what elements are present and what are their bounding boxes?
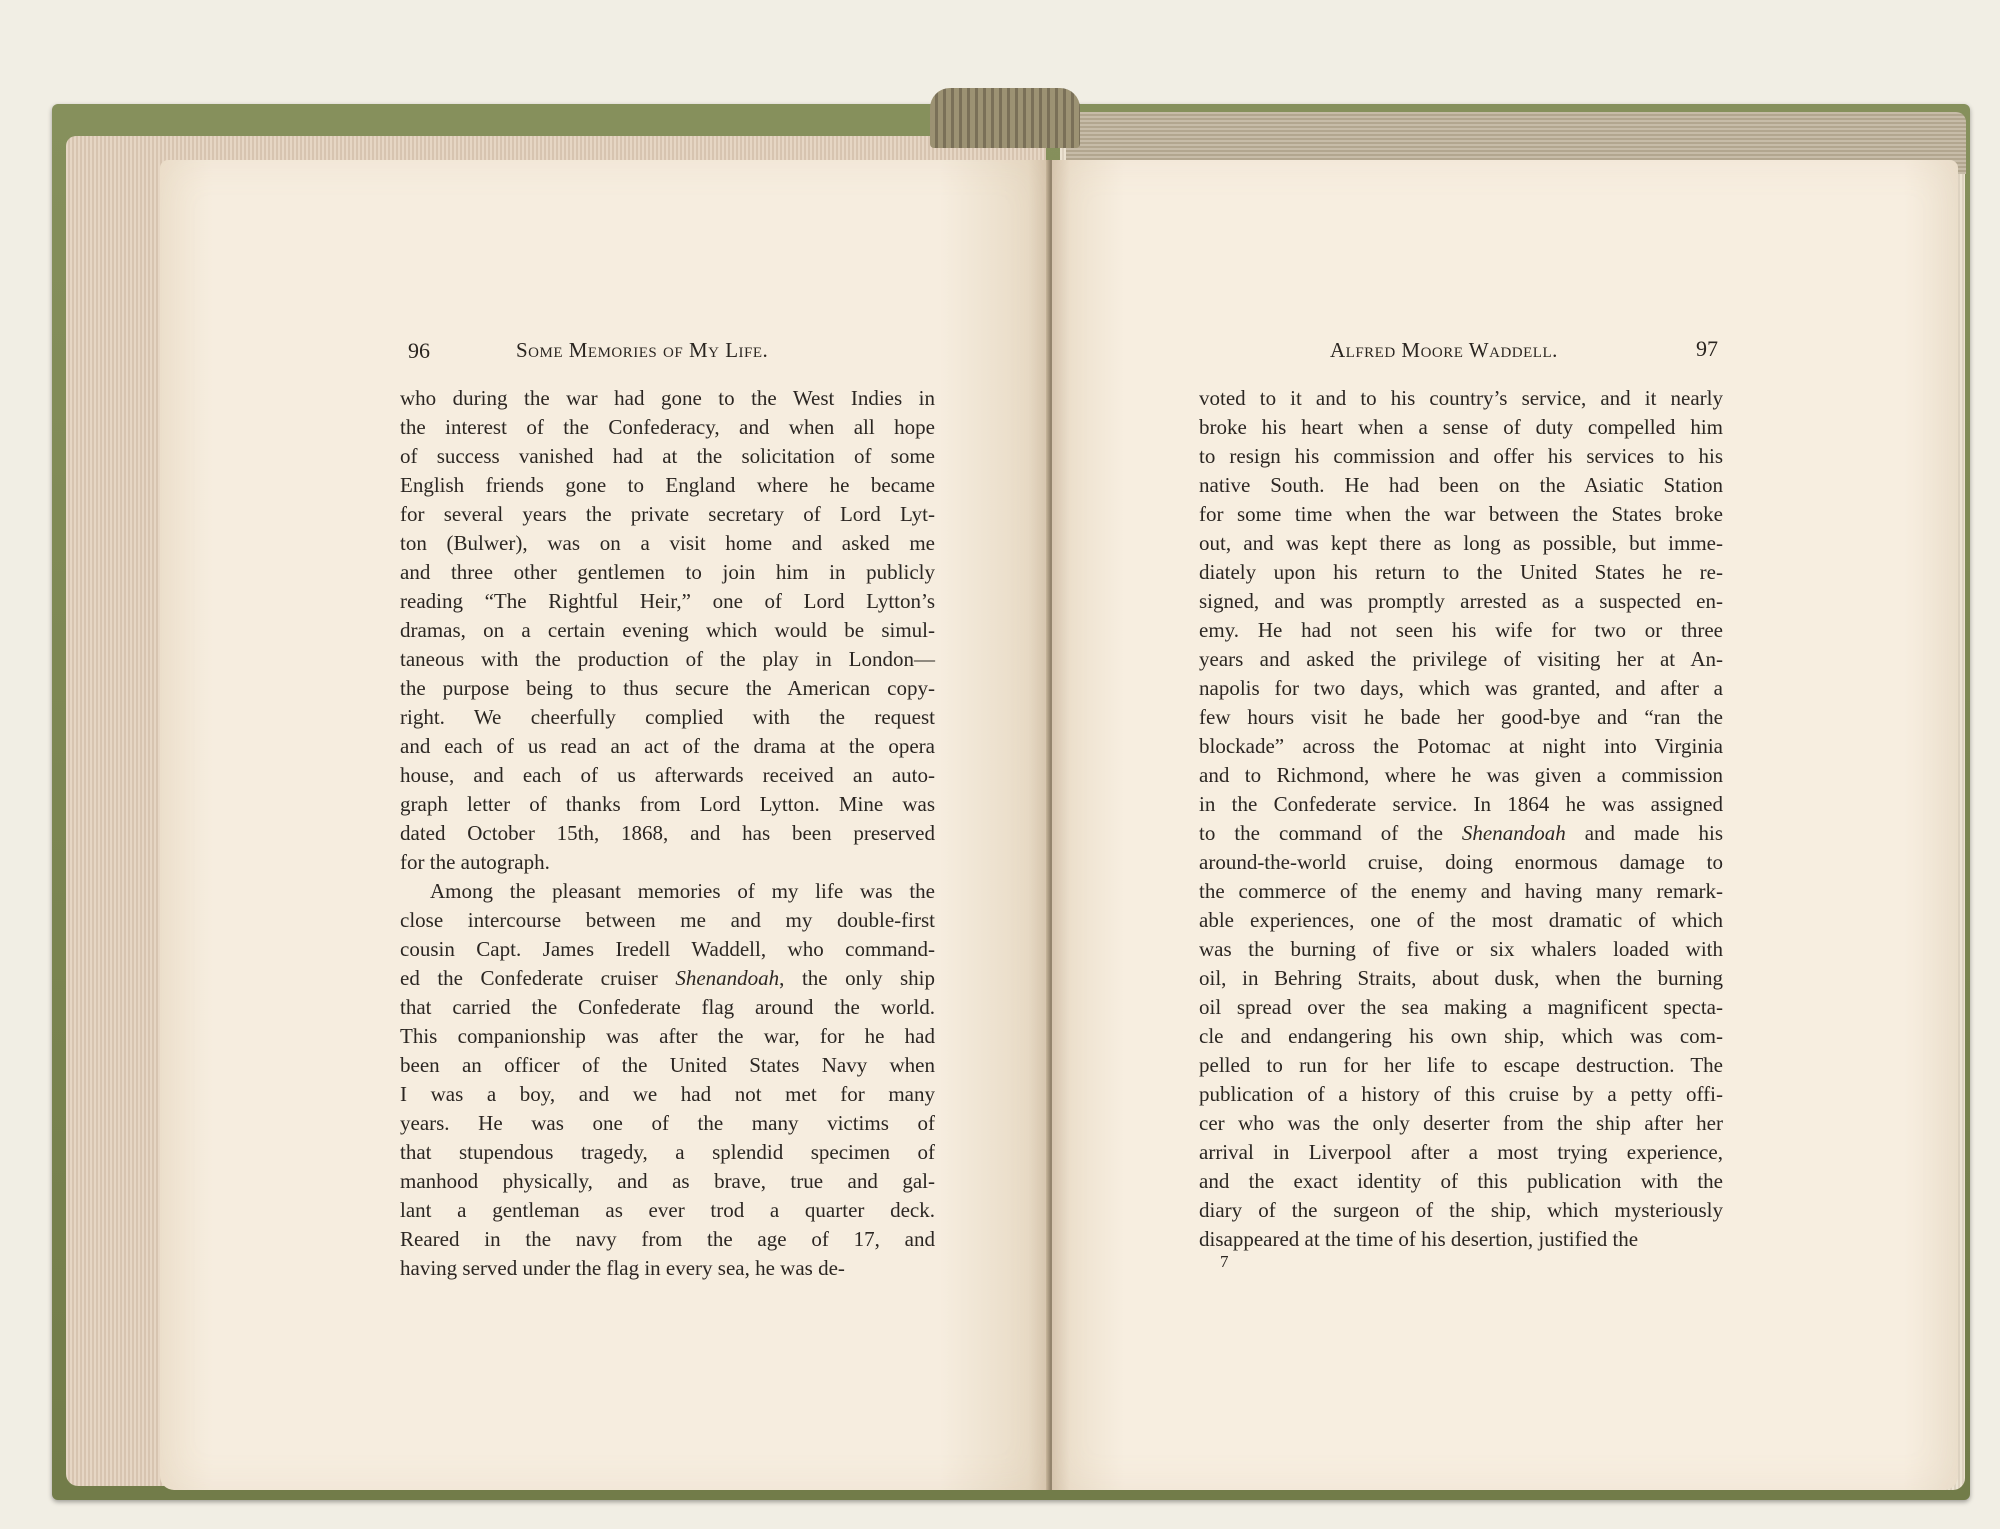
text-line: reading “The Rightful Heir,” one of Lord Lytton’s: [400, 589, 935, 613]
text-line: having served under the flag in every sea, he was de-: [400, 1256, 845, 1280]
text-line: cer who was the only deserter from the ship after her: [1199, 1111, 1723, 1135]
text-line: English friends gone to England where he became: [400, 473, 935, 497]
text-line: voted to it and to his country’s service, and it nearly: [1199, 386, 1723, 410]
text-line: disappeared at the time of his desertion, justified the: [1199, 1227, 1639, 1251]
text-line: the interest of the Confederacy, and when all hope: [400, 415, 935, 439]
text-line: able experiences, one of the most dramatic of which: [1199, 908, 1723, 932]
text-line: the purpose being to thus secure the American copy-: [400, 676, 935, 700]
text-line: that carried the Confederate flag around the world.: [400, 995, 935, 1019]
text-line: house, and each of us afterwards received an auto-: [400, 763, 935, 787]
text-line: oil spread over the sea making a magnificent specta-: [1199, 995, 1723, 1019]
text-line: blockade” across the Potomac at night into Virginia: [1199, 734, 1723, 758]
text-line: native South. He had been on the Asiatic Station: [1199, 473, 1723, 497]
text-line: dramas, on a certain evening which would be simul-: [400, 618, 935, 642]
text-line: publication of a history of this cruise by a petty offi-: [1199, 1082, 1723, 1106]
text-line: arrival in Liverpool after a most trying experience,: [1199, 1140, 1723, 1164]
text-line: been an officer of the United States Navy when: [400, 1053, 935, 1077]
signature-mark: 7: [1220, 1252, 1229, 1271]
running-head-left-text: Some Memories of My Life.: [516, 338, 769, 362]
text-line: and three other gentlemen to join him in publicly: [400, 560, 935, 584]
text-line: Reared in the navy from the age of 17, and: [400, 1227, 935, 1251]
running-head-right-text: Alfred Moore Waddell.: [1330, 338, 1558, 362]
text-line: out, and was kept there as long as possible, but imme-: [1199, 531, 1723, 555]
text-line: and to Richmond, where he was given a commission: [1199, 763, 1723, 787]
right-page: [1052, 160, 1958, 1490]
text-line: years. He was one of the many victims of: [400, 1111, 935, 1135]
text-line: dated October 15th, 1868, and has been preserved: [400, 821, 935, 845]
text-line: for some time when the war between the States broke: [1199, 502, 1723, 526]
page-number-right: 97: [1696, 336, 1718, 361]
text-line: for the autograph.: [400, 850, 550, 874]
left-text-block: [400, 384, 935, 1283]
text-line: was the burning of five or six whalers loaded with: [1199, 937, 1723, 961]
text-line: emy. He had not seen his wife for two or three: [1199, 618, 1723, 642]
text-line: right. We cheerfully complied with the request: [400, 705, 935, 729]
text-line: signed, and was promptly arrested as a suspected en-: [1199, 589, 1723, 613]
text-line: I was a boy, and we had not met for many: [400, 1082, 935, 1106]
text-line: ton (Bulwer), was on a visit home and asked me: [400, 531, 935, 555]
text-line: to resign his commission and offer his services to his: [1199, 444, 1723, 468]
text-line: broke his heart when a sense of duty compelled him: [1199, 415, 1723, 439]
text-line: manhood physically, and as brave, true and gal-: [400, 1169, 935, 1193]
text-line: and the exact identity of this publication with the: [1199, 1169, 1723, 1193]
text-line: lant a gentleman as ever trod a quarter deck.: [400, 1198, 935, 1222]
text-line: close intercourse between me and my double-first: [400, 908, 935, 932]
text-line: in the Confederate service. In 1864 he was assigned: [1199, 792, 1723, 816]
text-line: oil, in Behring Straits, about dusk, when the burning: [1199, 966, 1723, 990]
text-line: napolis for two days, which was granted, and after a: [1199, 676, 1723, 700]
text-line: taneous with the production of the play in London—: [400, 647, 935, 671]
text-line: diary of the surgeon of the ship, which mysteriously: [1199, 1198, 1723, 1222]
text-line: cousin Capt. James Iredell Waddell, who command-: [400, 937, 935, 961]
running-head-left: [516, 338, 768, 363]
right-text-block: [1199, 384, 1723, 1254]
text-line: cle and endangering his own ship, which was com-: [1199, 1024, 1723, 1048]
text-line: Among the pleasant memories of my life was the: [430, 879, 935, 903]
text-line: ed the Confederate cruiser Shenandoah, the only ship: [400, 966, 935, 990]
running-head-right: [1330, 338, 1558, 363]
text-line: diately upon his return to the United States he re-: [1199, 560, 1723, 584]
text-line: graph letter of thanks from Lord Lytton. Mine was: [400, 792, 935, 816]
text-line: and each of us read an act of the drama at the opera: [400, 734, 935, 758]
text-line: that stupendous tragedy, a splendid specimen of: [400, 1140, 935, 1164]
book-spine: [930, 88, 1080, 148]
text-line: pelled to run for her life to escape destruction. The: [1199, 1053, 1723, 1077]
text-line: This companionship was after the war, for he had: [400, 1024, 935, 1048]
left-page: [160, 160, 1046, 1490]
text-line: around-the-world cruise, doing enormous damage to: [1199, 850, 1723, 874]
text-line: who during the war had gone to the West Indies in: [400, 386, 935, 410]
text-line: few hours visit he bade her good-bye and “ran the: [1199, 705, 1723, 729]
text-line: of success vanished had at the solicitation of some: [400, 444, 935, 468]
text-line: years and asked the privilege of visiting her at An-: [1199, 647, 1723, 671]
text-line: to the command of the Shenandoah and made his: [1199, 821, 1723, 845]
page-number-left: 96: [408, 338, 430, 363]
text-line: for several years the private secretary of Lord Lyt-: [400, 502, 935, 526]
text-line: the commerce of the enemy and having many remark-: [1199, 879, 1723, 903]
